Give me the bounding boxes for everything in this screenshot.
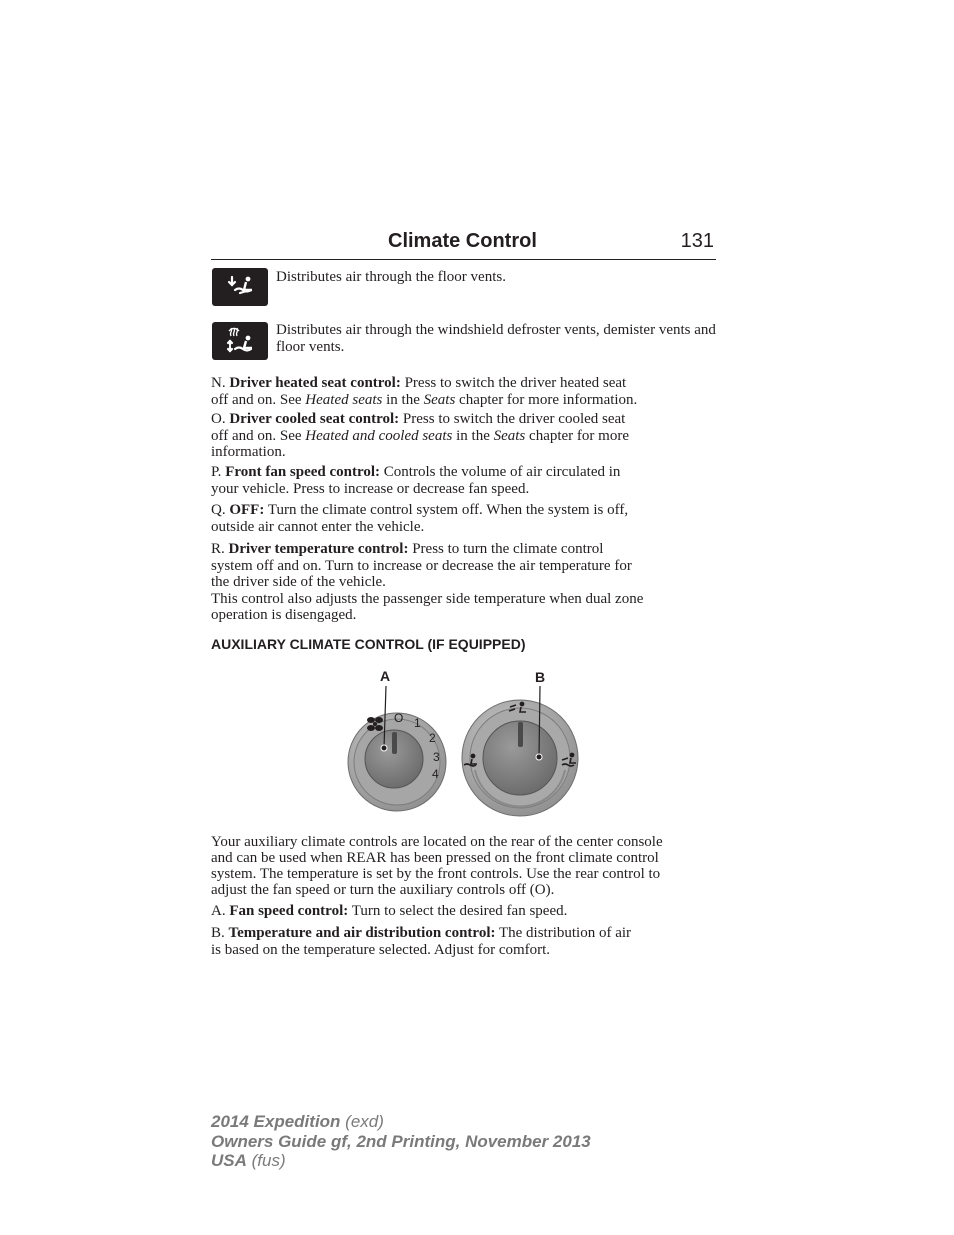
item-text: off and on. See [211,391,306,408]
fan-position-2: 2 [429,731,436,745]
item-text: operation is disengaged. [211,607,357,623]
item-text: chapter for more information. [455,391,638,408]
item-term: Driver heated seat control: [229,375,401,391]
defrost-floor-vent-description: Distributes air through the windshield defroster vents, demister vents and floor vents. [276,322,716,355]
fan-position-1: 1 [414,716,421,730]
cross-reference: Seats [423,391,456,408]
item-text: The distribution of air [498,925,632,941]
defrost-floor-vent-icon [212,322,268,360]
fan-position-4: 4 [432,767,439,781]
item-prefix: R. [211,541,225,557]
item-o [211,411,717,461]
footer-model: 2014 Expedition [211,1112,341,1131]
item-text: in the [382,391,424,408]
item-text: Press to switch the driver heated seat [404,375,627,391]
item-text: information. [211,444,286,460]
intro-line: Your auxiliary climate controls are located on the rear of the center console [211,834,663,850]
item-term: OFF: [229,502,265,518]
fan-speed-dial [348,713,446,811]
item-term: Driver cooled seat control: [229,411,400,427]
footer-line-guide [211,1132,591,1152]
footer-guide: Owners Guide gf, 2nd Printing, November 2013 [211,1131,591,1151]
intro-line: adjust the fan speed or turn the auxiliary controls off (O). [211,882,555,898]
fan-position-3: 3 [433,750,440,764]
item-text: in the [452,427,494,444]
callout-dot-b [536,754,542,760]
item-text: Turn the climate control system off. When the system is off, [267,502,629,518]
item-term: Driver temperature control: [228,541,409,557]
intro-line: system. The temperature is set by the front controls. Use the rear control to [211,866,661,882]
footer-market: USA [211,1151,247,1170]
cross-reference: Heated seats [305,391,383,408]
item-text: is based on the temperature selected. Adjust for comfort. [211,941,551,958]
page-footer [211,1112,591,1171]
callout-label-b: B [535,669,546,685]
item-term: Front fan speed control: [225,464,381,480]
chapter-title: Climate Control [388,230,537,252]
aux-item-a [211,903,717,920]
aux-item-b [211,925,717,958]
callout-label-a: A [380,668,391,684]
intro-line: and can be used when REAR has been pressed on the front climate control [211,850,659,866]
item-prefix: Q. [211,502,226,518]
aux-control-figure [340,664,590,824]
footer-line-market [211,1151,591,1171]
aux-intro [211,834,717,898]
page-header [211,229,716,260]
item-prefix: B. [211,925,225,941]
item-text: Press to switch the driver cooled seat [402,411,626,427]
item-term: Fan speed control: [229,903,349,919]
item-text: the driver side of the vehicle. [211,574,386,590]
footer-market-code: (fus) [251,1151,286,1170]
cross-reference: Seats [493,427,526,444]
floor-vent-icon [212,268,268,306]
item-text: Turn to select the desired fan speed. [351,903,568,919]
item-text: your vehicle. Press to increase or decrease fan speed. [211,480,530,497]
item-text: Controls the volume of air circulated in [383,464,621,480]
item-prefix: N. [211,375,226,391]
fan-position-off: O [394,711,404,725]
temperature-distribution-dial [462,700,578,816]
item-term: Temperature and air distribution control: [228,925,496,941]
item-text: system off and on. Turn to increase or decrease the air temperature for [211,557,632,574]
section-heading: AUXILIARY CLIMATE CONTROL (IF EQUIPPED) [211,636,526,652]
cross-reference: Heated and cooled seats [305,427,453,444]
item-text: This control also adjusts the passenger side temperature when dual zone [211,590,644,607]
callout-dot-a [381,745,387,751]
item-r [211,541,717,624]
item-text: chapter for more [525,427,629,444]
item-q [211,502,717,535]
item-prefix: A. [211,903,226,919]
footer-model-code: (exd) [345,1112,384,1131]
item-prefix: O. [211,411,226,427]
page-number: 131 [680,230,714,252]
footer-line-model [211,1112,591,1132]
item-text: Press to turn the climate control [412,541,604,557]
floor-vent-description: Distributes air through the floor vents. [276,269,506,285]
item-prefix: P. [211,464,222,480]
item-p [211,464,717,497]
item-text: outside air cannot enter the vehicle. [211,518,425,535]
item-text: off and on. See [211,427,306,444]
item-n [211,375,717,408]
